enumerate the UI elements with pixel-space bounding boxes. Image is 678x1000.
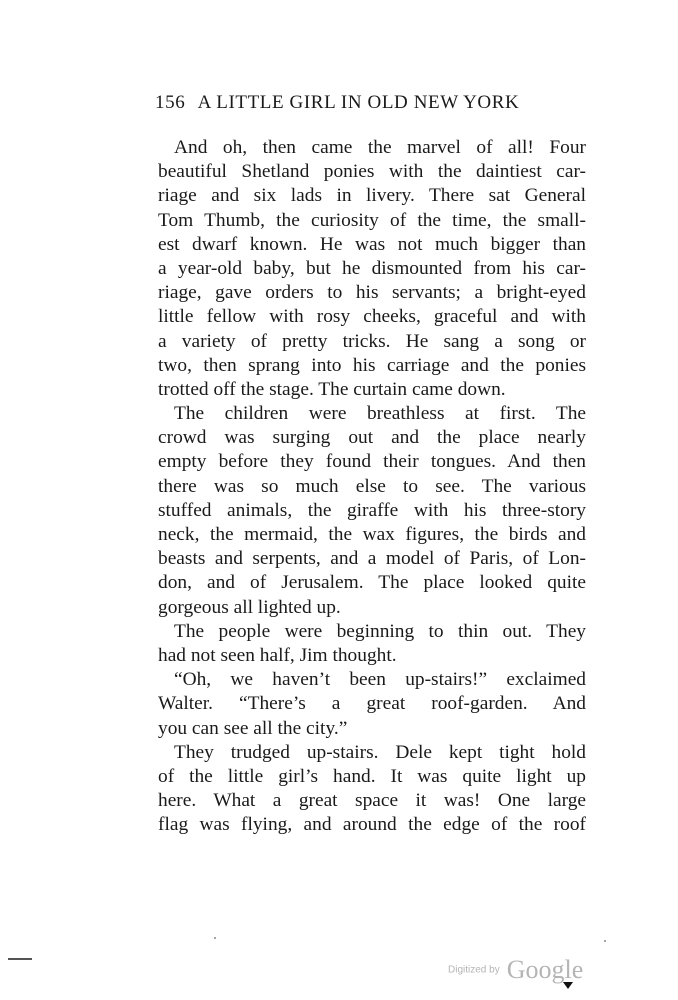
text-line: little fellow with rosy cheeks, graceful and with (158, 306, 586, 328)
page-body (158, 136, 586, 837)
text-line: est dwarf known. He was not much bigger than (158, 233, 586, 255)
scan-speck (214, 937, 216, 939)
text-line: there was so much else to see. The various (158, 475, 586, 497)
watermark-brand: Google (506, 955, 584, 984)
text-line: “Oh, we haven’t been up-stairs!” exclaimed (174, 669, 586, 691)
text-line: a year-old baby, but he dismounted from his car- (158, 257, 586, 279)
text-line: two, then sprang into his carriage and the ponies (158, 354, 586, 376)
text-line: They trudged up-stairs. Dele kept tight hold (174, 741, 586, 763)
text-line: trotted off the stage. The curtain came down. (158, 378, 506, 400)
text-line: The children were breathless at first. The (174, 403, 586, 425)
text-line: here. What a great space it was! One large (158, 790, 586, 812)
text-line: Walter. “There’s a great roof-garden. And (158, 693, 586, 715)
text-line: had not seen half, Jim thought. (158, 644, 397, 666)
page-arrow-icon (563, 982, 573, 989)
running-title: A LITTLE GIRL IN OLD NEW YORK (197, 92, 520, 113)
text-line: you can see all the city.” (158, 717, 348, 739)
text-line: empty before they found their tongues. And then (158, 451, 586, 473)
scan-speck (604, 940, 606, 942)
text-line: The people were beginning to thin out. They (174, 620, 586, 642)
watermark-prefix: Digitized by (448, 964, 500, 976)
text-line: Tom Thumb, the curiosity of the time, the small- (158, 209, 586, 231)
text-line: riage and six lads in livery. There sat General (158, 185, 586, 207)
digitized-watermark (448, 955, 583, 985)
text-line: stuffed animals, the giraffe with his three-story (158, 499, 586, 521)
text-line: flag was flying, and around the edge of the roof (158, 814, 586, 836)
running-header (155, 92, 555, 114)
text-line: don, and of Jerusalem. The place looked quite (158, 572, 586, 594)
text-line: beasts and serpents, and a model of Paris, of Lon- (158, 548, 586, 570)
text-line: crowd was surging out and the place nearly (158, 427, 586, 449)
text-line: riage, gave orders to his servants; a bright-eyed (158, 282, 586, 304)
text-line: a variety of pretty tricks. He sang a song or (158, 330, 586, 352)
text-line: neck, the mermaid, the wax figures, the birds and (158, 524, 586, 545)
text-line: gorgeous all lighted up. (158, 596, 341, 618)
text-line: of the little girl’s hand. It was quite light up (158, 765, 586, 787)
text-line: beautiful Shetland ponies with the daintiest car- (158, 161, 586, 183)
page-number: 156 (155, 92, 186, 113)
text-line: And oh, then came the marvel of all! Four (174, 137, 586, 158)
margin-mark (8, 958, 32, 960)
